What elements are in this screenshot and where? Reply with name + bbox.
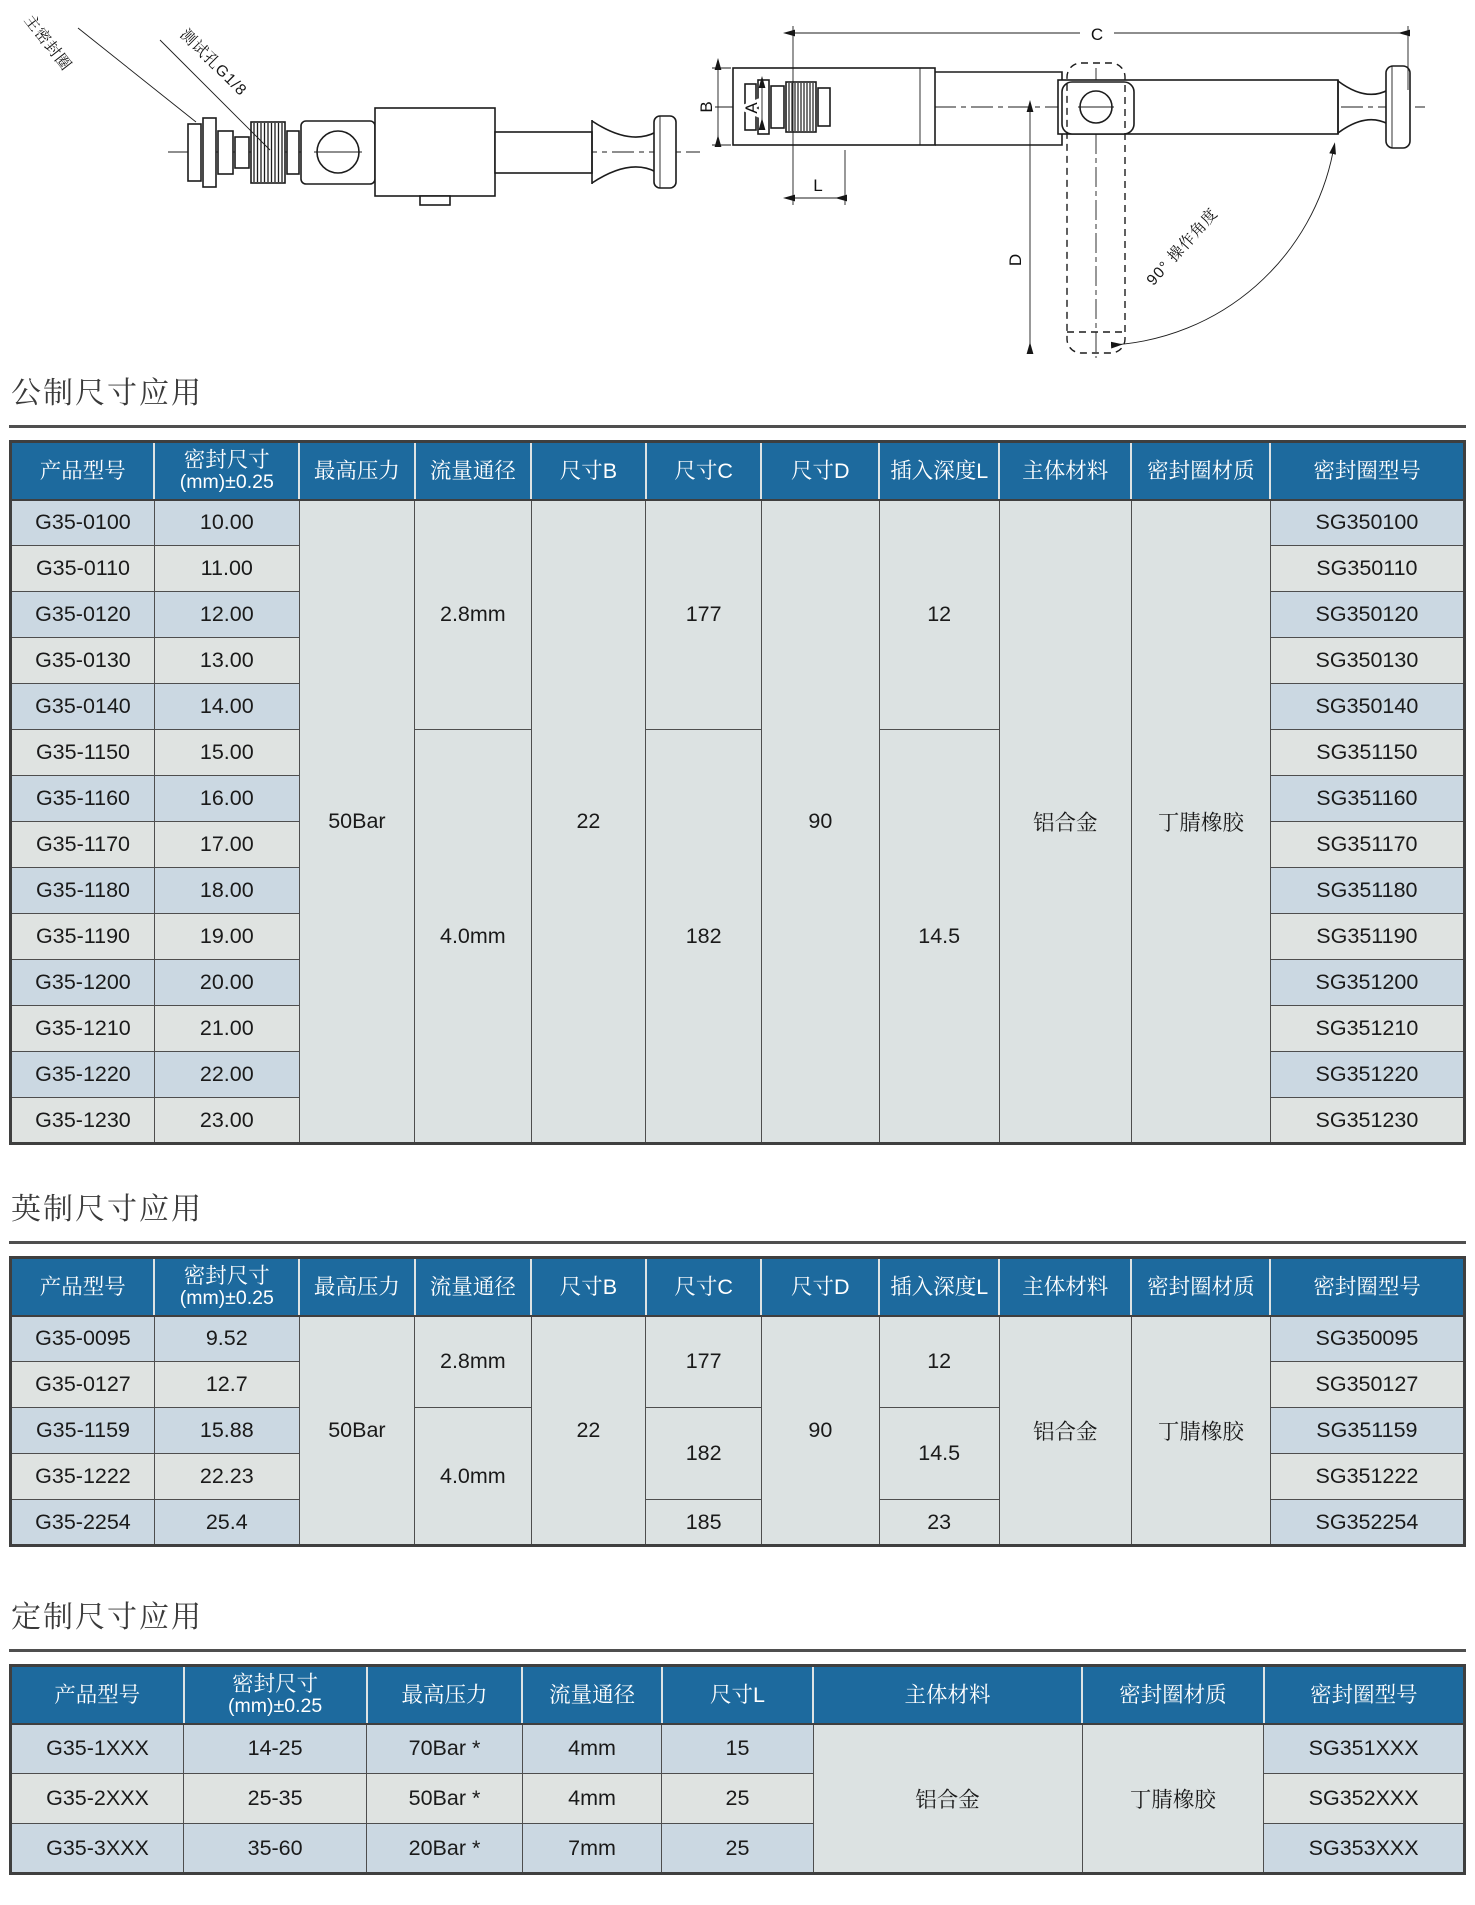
cell-seal-material: 丁腈橡胶 bbox=[1131, 500, 1270, 1144]
cell-seal: 15.00 bbox=[154, 730, 299, 776]
knurled-sleeve bbox=[251, 122, 285, 183]
title-rule bbox=[9, 425, 1466, 428]
cell-model: G35-0130 bbox=[11, 638, 155, 684]
cell-ring-model: SG351210 bbox=[1270, 1006, 1464, 1052]
col-header-body: 主体材料 bbox=[813, 1666, 1082, 1724]
cell-seal: 20.00 bbox=[154, 960, 299, 1006]
cell-pressure: 20Bar * bbox=[367, 1824, 523, 1874]
section-title-imperial: 英制尺寸应用 bbox=[11, 1193, 203, 1226]
metric-section bbox=[0, 377, 1475, 1145]
title-rule bbox=[9, 1241, 1466, 1244]
cell-model: G35-2254 bbox=[11, 1500, 155, 1546]
technical-drawings bbox=[0, 0, 1475, 362]
cell-seal: 12.7 bbox=[154, 1362, 299, 1408]
dim-d-label: D bbox=[1006, 253, 1025, 267]
cell-seal: 21.00 bbox=[154, 1006, 299, 1052]
cell-dim-b: 22 bbox=[531, 1316, 646, 1546]
dim-c-label: C bbox=[1090, 25, 1104, 44]
cell-ring-model: SG351170 bbox=[1270, 822, 1464, 868]
col-header-seal-size: 密封尺寸 (mm)±0.25 bbox=[154, 1258, 299, 1316]
cell-model: G35-1222 bbox=[11, 1454, 155, 1500]
cell-pressure: 70Bar * bbox=[367, 1724, 523, 1774]
knurled-sleeve bbox=[786, 82, 816, 132]
cell-flow: 2.8mm bbox=[415, 1316, 531, 1408]
col-header-dim-d: 尺寸D bbox=[761, 1258, 879, 1316]
cell-seal: 10.00 bbox=[154, 500, 299, 546]
col-header-pressure: 最高压力 bbox=[367, 1666, 523, 1724]
col-header-model: 产品型号 bbox=[11, 1666, 184, 1724]
cell-dim-c: 182 bbox=[646, 730, 762, 1144]
cell-ring-model: SG351XXX bbox=[1264, 1724, 1465, 1774]
cell-model: G35-0127 bbox=[11, 1362, 155, 1408]
cell-flow: 4.0mm bbox=[415, 730, 531, 1144]
cell-ring-model: SG352254 bbox=[1270, 1500, 1464, 1546]
metric-table bbox=[9, 440, 1466, 1145]
cell-model: G35-3XXX bbox=[11, 1824, 184, 1874]
col-header-dim-l: 尺寸L bbox=[662, 1666, 813, 1724]
cell-seal: 18.00 bbox=[154, 868, 299, 914]
header-row bbox=[11, 1258, 1465, 1316]
cell-depth: 12 bbox=[879, 500, 999, 730]
cell-body-material: 铝合金 bbox=[999, 500, 1131, 1144]
cell-model: G35-0110 bbox=[11, 546, 155, 592]
cell-model: G35-0120 bbox=[11, 592, 155, 638]
cell-seal-material: 丁腈橡胶 bbox=[1082, 1724, 1264, 1874]
cell-seal: 16.00 bbox=[154, 776, 299, 822]
cell-dim-c: 185 bbox=[646, 1500, 762, 1546]
cell-dim-d: 90 bbox=[761, 1316, 879, 1546]
cell-ring-model: SG351230 bbox=[1270, 1098, 1464, 1144]
cell-seal: 25.4 bbox=[154, 1500, 299, 1546]
cell-model: G35-1210 bbox=[11, 1006, 155, 1052]
col-header-dim-d: 尺寸D bbox=[761, 442, 879, 500]
cell-ring-model: SG350127 bbox=[1270, 1362, 1464, 1408]
cell-seal: 14.00 bbox=[154, 684, 299, 730]
cell-dim-l: 25 bbox=[662, 1774, 813, 1824]
cell-flow: 7mm bbox=[522, 1824, 662, 1874]
cell-ring-model: SG351222 bbox=[1270, 1454, 1464, 1500]
section-title-metric: 公制尺寸应用 bbox=[11, 377, 203, 410]
col-header-model: 产品型号 bbox=[11, 1258, 155, 1316]
cell-model: G35-1159 bbox=[11, 1408, 155, 1454]
col-header-flow: 流量通径 bbox=[522, 1666, 662, 1724]
col-header-pressure: 最高压力 bbox=[299, 1258, 415, 1316]
cell-ring-model: SG350140 bbox=[1270, 684, 1464, 730]
cell-dim-c: 182 bbox=[646, 1408, 762, 1500]
cell-model: G35-1180 bbox=[11, 868, 155, 914]
cell-ring-model: SG350130 bbox=[1270, 638, 1464, 684]
cell-dim-b: 22 bbox=[531, 500, 646, 1144]
cell-seal: 12.00 bbox=[154, 592, 299, 638]
cell-flow: 4.0mm bbox=[415, 1408, 531, 1546]
col-header-seal-mat: 密封圈材质 bbox=[1082, 1666, 1264, 1724]
cell-body-material: 铝合金 bbox=[813, 1724, 1082, 1874]
cell-seal: 35-60 bbox=[184, 1824, 367, 1874]
custom-table bbox=[9, 1664, 1466, 1875]
col-header-flow: 流量通径 bbox=[415, 442, 531, 500]
cell-ring-model: SG351159 bbox=[1270, 1408, 1464, 1454]
cell-model: G35-1200 bbox=[11, 960, 155, 1006]
col-header-body: 主体材料 bbox=[999, 442, 1131, 500]
cell-body-material: 铝合金 bbox=[999, 1316, 1131, 1546]
seal-ring-label: 主密封圈 bbox=[20, 11, 75, 75]
cell-model: G35-0095 bbox=[11, 1316, 155, 1362]
dim-b-label: B bbox=[697, 101, 716, 113]
section-title-custom: 定制尺寸应用 bbox=[11, 1601, 203, 1634]
col-header-dim-b: 尺寸B bbox=[531, 1258, 646, 1316]
cell-ring-model: SG351190 bbox=[1270, 914, 1464, 960]
table-row bbox=[11, 500, 1465, 546]
cell-model: G35-0100 bbox=[11, 500, 155, 546]
cell-seal: 15.88 bbox=[154, 1408, 299, 1454]
title-rule bbox=[9, 1649, 1466, 1652]
cell-model: G35-1230 bbox=[11, 1098, 155, 1144]
cell-dim-c: 177 bbox=[646, 500, 762, 730]
test-port-label: 测试孔G1/8 bbox=[176, 26, 250, 100]
col-header-ring: 密封圈型号 bbox=[1264, 1666, 1465, 1724]
cell-model: G35-1XXX bbox=[11, 1724, 184, 1774]
cell-model: G35-1170 bbox=[11, 822, 155, 868]
cell-pressure: 50Bar bbox=[299, 1316, 415, 1546]
cell-pressure: 50Bar * bbox=[367, 1774, 523, 1824]
cell-ring-model: SG351160 bbox=[1270, 776, 1464, 822]
cell-ring-model: SG351180 bbox=[1270, 868, 1464, 914]
cell-dim-l: 15 bbox=[662, 1724, 813, 1774]
col-header-seal-size: 密封尺寸 (mm)±0.25 bbox=[154, 442, 299, 500]
left-drawing bbox=[78, 28, 700, 205]
col-header-flow: 流量通径 bbox=[415, 1258, 531, 1316]
cell-ring-model: SG350095 bbox=[1270, 1316, 1464, 1362]
cell-seal: 23.00 bbox=[154, 1098, 299, 1144]
cell-seal-material: 丁腈橡胶 bbox=[1131, 1316, 1270, 1546]
col-header-seal-mat: 密封圈材质 bbox=[1131, 1258, 1270, 1316]
cell-model: G35-0140 bbox=[11, 684, 155, 730]
cell-dim-d: 90 bbox=[761, 500, 879, 1144]
cell-dim-l: 25 bbox=[662, 1824, 813, 1874]
col-header-dim-c: 尺寸C bbox=[646, 442, 762, 500]
imperial-section bbox=[0, 1193, 1475, 1547]
cell-depth: 14.5 bbox=[879, 1408, 999, 1500]
cell-ring-model: SG351200 bbox=[1270, 960, 1464, 1006]
cell-seal: 13.00 bbox=[154, 638, 299, 684]
cell-dim-c: 177 bbox=[646, 1316, 762, 1408]
table-row bbox=[11, 1316, 1465, 1362]
test-port-block bbox=[301, 121, 375, 184]
cell-seal: 11.00 bbox=[154, 546, 299, 592]
col-header-dim-b: 尺寸B bbox=[531, 442, 646, 500]
col-header-model: 产品型号 bbox=[11, 442, 155, 500]
col-header-ring: 密封圈型号 bbox=[1270, 1258, 1464, 1316]
cell-seal: 9.52 bbox=[154, 1316, 299, 1362]
custom-section bbox=[0, 1601, 1475, 1875]
cell-ring-model: SG352XXX bbox=[1264, 1774, 1465, 1824]
cell-ring-model: SG351220 bbox=[1270, 1052, 1464, 1098]
col-header-seal-mat: 密封圈材质 bbox=[1131, 442, 1270, 500]
operating-angle-label: 90° 操作角度 bbox=[1143, 204, 1222, 289]
col-header-depth: 插入深度L bbox=[879, 442, 999, 500]
table-row bbox=[11, 1724, 1465, 1774]
header-row bbox=[11, 1666, 1465, 1724]
dim-l-label: L bbox=[813, 176, 823, 195]
cell-pressure: 50Bar bbox=[299, 500, 415, 1144]
col-header-depth: 插入深度L bbox=[879, 1258, 999, 1316]
seal-leader-line bbox=[78, 28, 196, 122]
cell-model: G35-1190 bbox=[11, 914, 155, 960]
swing-arc bbox=[1113, 152, 1333, 345]
col-header-seal-size: 密封尺寸 (mm)±0.25 bbox=[184, 1666, 367, 1724]
cell-ring-model: SG350100 bbox=[1270, 500, 1464, 546]
cell-flow: 4mm bbox=[522, 1774, 662, 1824]
cell-ring-model: SG351150 bbox=[1270, 730, 1464, 776]
cell-model: G35-1150 bbox=[11, 730, 155, 776]
cell-ring-model: SG350120 bbox=[1270, 592, 1464, 638]
cell-seal: 19.00 bbox=[154, 914, 299, 960]
cell-seal: 14-25 bbox=[184, 1724, 367, 1774]
cell-model: G35-2XXX bbox=[11, 1774, 184, 1824]
cell-depth: 23 bbox=[879, 1500, 999, 1546]
cell-depth: 14.5 bbox=[879, 730, 999, 1144]
col-header-dim-c: 尺寸C bbox=[646, 1258, 762, 1316]
cell-flow: 4mm bbox=[522, 1724, 662, 1774]
col-header-pressure: 最高压力 bbox=[299, 442, 415, 500]
cell-model: G35-1220 bbox=[11, 1052, 155, 1098]
col-header-ring: 密封圈型号 bbox=[1270, 442, 1464, 500]
cell-seal: 25-35 bbox=[184, 1774, 367, 1824]
cell-model: G35-1160 bbox=[11, 776, 155, 822]
header-row bbox=[11, 442, 1465, 500]
cell-seal: 17.00 bbox=[154, 822, 299, 868]
dim-a-label: A bbox=[742, 102, 761, 114]
cell-seal: 22.23 bbox=[154, 1454, 299, 1500]
col-header-body: 主体材料 bbox=[999, 1258, 1131, 1316]
imperial-table bbox=[9, 1256, 1466, 1547]
cell-ring-model: SG350110 bbox=[1270, 546, 1464, 592]
cell-flow: 2.8mm bbox=[415, 500, 531, 730]
cell-depth: 12 bbox=[879, 1316, 999, 1408]
cell-seal: 22.00 bbox=[154, 1052, 299, 1098]
cell-ring-model: SG353XXX bbox=[1264, 1824, 1465, 1874]
